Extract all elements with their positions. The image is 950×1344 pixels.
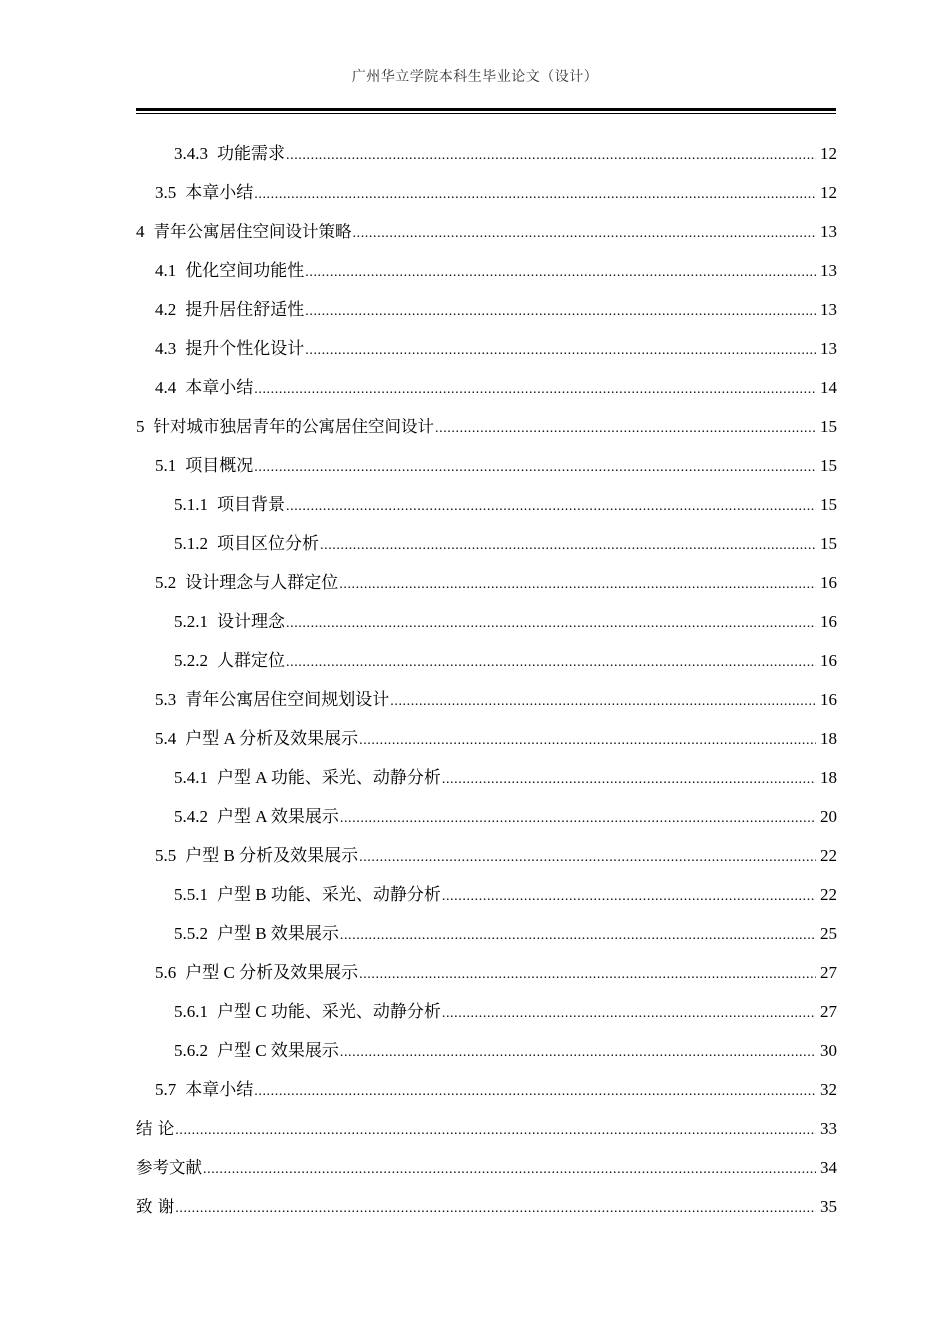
toc-entry-number: 5.1.2 [174,534,208,553]
toc-entry[interactable] [136,758,837,797]
toc-entry-number: 5.3 [155,690,177,709]
toc-entry-title: 户型 B 功能、采光、动静分析 [217,885,441,904]
toc-entry-number: 4.4 [155,378,177,397]
toc-entry-page: 22 [820,885,837,904]
header-rule-thin [136,113,836,114]
toc-entry-page: 13 [820,222,837,241]
toc-dot-leader [254,370,816,409]
toc-entry-page: 15 [820,495,837,514]
toc-entry-title: 针对城市独居青年的公寓居住空间设计 [153,417,434,436]
toc-entry-title: 本章小结 [185,183,254,202]
toc-entry-title: 优化空间功能性 [185,261,305,280]
toc-entry[interactable] [136,1187,837,1226]
toc-entry[interactable] [136,1070,837,1109]
toc-entry-title: 项目背景 [217,495,285,514]
toc-entry[interactable] [136,134,837,173]
toc-entry[interactable] [136,173,837,212]
toc-dot-leader [442,877,816,916]
toc-entry[interactable] [136,485,837,524]
toc-entry[interactable] [136,875,837,914]
toc-entry[interactable] [136,914,837,953]
toc-entry-title: 功能需求 [217,144,285,163]
toc-entry-number: 3.5 [155,183,177,202]
toc-entry-number: 5.4 [155,729,177,748]
toc-dot-leader [359,838,816,877]
toc-entry-title: 人群定位 [217,651,285,670]
toc-entry-title: 户型 A 功能、采光、动静分析 [217,768,441,787]
toc-dot-leader [286,487,816,526]
toc-entry-title: 青年公寓居住空间设计策略 [153,222,352,241]
toc-entry-title: 户型 C 分析及效果展示 [185,963,359,982]
toc-entry-number: 5.6 [155,963,177,982]
toc-entry-page: 15 [820,417,837,436]
toc-entry[interactable] [136,446,837,485]
toc-entry[interactable] [136,212,837,251]
toc-entry-title: 项目概况 [185,456,254,475]
toc-entry-number: 5.7 [155,1080,177,1099]
toc-dot-leader [254,1072,816,1111]
toc-entry-title: 户型 C 功能、采光、动静分析 [217,1002,441,1021]
toc-dot-leader [305,331,816,370]
toc-dot-leader [175,1189,816,1228]
toc-dot-leader [286,604,816,643]
toc-entry-title: 参考文献 [136,1158,202,1177]
toc-entry-title: 户型 A 效果展示 [217,807,339,826]
toc-entry-title: 致 谢 [136,1197,175,1216]
toc-entry-number: 5.2.2 [174,651,208,670]
toc-entry-number: 5.1.1 [174,495,208,514]
toc-entry-title: 结 论 [136,1119,175,1138]
toc-entry[interactable] [136,992,837,1031]
toc-dot-leader [320,526,816,565]
toc-entry-page: 18 [820,768,837,787]
toc-entry-page: 12 [820,183,837,202]
toc-entry-number: 4.2 [155,300,177,319]
toc-entry-page: 16 [820,612,837,631]
toc-entry-title: 提升个性化设计 [185,339,305,358]
toc-entry[interactable] [136,602,837,641]
toc-entry-page: 13 [820,261,837,280]
toc-entry-title: 本章小结 [185,378,254,397]
toc-entry[interactable] [136,251,837,290]
toc-dot-leader [286,136,816,175]
toc-dot-leader [254,175,816,214]
toc-entry-page: 22 [820,846,837,865]
toc-entry-number: 5.4.1 [174,768,208,787]
toc-entry-number: 5.6.2 [174,1041,208,1060]
toc-entry-page: 14 [820,378,837,397]
toc-dot-leader [353,214,817,253]
toc-entry-number: 4 [136,222,145,241]
toc-dot-leader [442,994,816,1033]
toc-dot-leader [339,565,816,604]
toc-entry-page: 27 [820,1002,837,1021]
page-header: 广州华立学院本科生毕业论文（设计） [351,70,599,85]
toc-entry-page: 16 [820,651,837,670]
toc-entry-page: 15 [820,534,837,553]
toc-dot-leader [359,721,816,760]
toc-entry[interactable] [136,524,837,563]
toc-entry-title: 本章小结 [185,1080,254,1099]
toc-entry-page: 35 [820,1197,837,1216]
toc-entry-title: 设计理念 [217,612,285,631]
toc-entry-page: 34 [820,1158,837,1177]
toc-dot-leader [435,409,816,448]
toc-entry-page: 33 [820,1119,837,1138]
toc-dot-leader [175,1111,816,1150]
toc-entry[interactable] [136,290,837,329]
toc-entry-title: 户型 B 分析及效果展示 [185,846,359,865]
toc-entry-page: 13 [820,339,837,358]
toc-entry-number: 5.4.2 [174,807,208,826]
toc-dot-leader [340,916,816,955]
toc-entry[interactable] [136,1148,837,1187]
toc-dot-leader [305,253,816,292]
toc-entry[interactable] [136,797,837,836]
toc-entry-number: 5 [136,417,145,436]
toc-entry-number: 5.2.1 [174,612,208,631]
toc-entry-title: 户型 C 效果展示 [217,1041,339,1060]
toc-entry-page: 32 [820,1080,837,1099]
toc-dot-leader [286,643,816,682]
toc-entry-number: 4.1 [155,261,177,280]
toc-entry-number: 5.5 [155,846,177,865]
toc-entry-number: 4.3 [155,339,177,358]
toc-entry-page: 16 [820,690,837,709]
toc-entry-page: 16 [820,573,837,592]
toc-entry-number: 3.4.3 [174,144,208,163]
toc-entry-page: 15 [820,456,837,475]
header-rule-thick [136,108,836,111]
toc-entry-title: 设计理念与人群定位 [185,573,339,592]
toc-entry-title: 项目区位分析 [217,534,319,553]
toc-entry-page: 18 [820,729,837,748]
toc-entry[interactable] [136,953,837,992]
toc-entry[interactable] [136,719,837,758]
toc-dot-leader [442,760,816,799]
toc-entry-number: 5.2 [155,573,177,592]
toc-entry-page: 30 [820,1041,837,1060]
toc-entry[interactable] [136,407,837,446]
toc-entry-number: 5.6.1 [174,1002,208,1021]
toc-entry-page: 25 [820,924,837,943]
toc-dot-leader [340,1033,816,1072]
toc-entry-page: 13 [820,300,837,319]
toc-dot-leader [305,292,816,331]
toc-dot-leader [254,448,816,487]
toc-entry-title: 提升居住舒适性 [185,300,305,319]
toc-entry-title: 青年公寓居住空间规划设计 [185,690,390,709]
toc-entry-page: 27 [820,963,837,982]
toc-entry[interactable] [136,1109,837,1148]
table-of-contents [136,134,837,1226]
toc-entry-number: 5.1 [155,456,177,475]
toc-entry-number: 5.5.2 [174,924,208,943]
toc-entry[interactable] [136,563,837,602]
toc-entry[interactable] [136,1031,837,1070]
toc-dot-leader [359,955,816,994]
toc-entry[interactable] [136,836,837,875]
toc-entry-page: 12 [820,144,837,163]
toc-entry[interactable] [136,329,837,368]
toc-entry-page: 20 [820,807,837,826]
toc-entry[interactable] [136,368,837,407]
toc-entry[interactable] [136,641,837,680]
toc-entry-title: 户型 A 分析及效果展示 [185,729,359,748]
toc-entry[interactable] [136,680,837,719]
toc-dot-leader [340,799,816,838]
toc-dot-leader [390,682,816,721]
toc-dot-leader [203,1150,816,1189]
toc-entry-title: 户型 B 效果展示 [217,924,339,943]
toc-entry-number: 5.5.1 [174,885,208,904]
